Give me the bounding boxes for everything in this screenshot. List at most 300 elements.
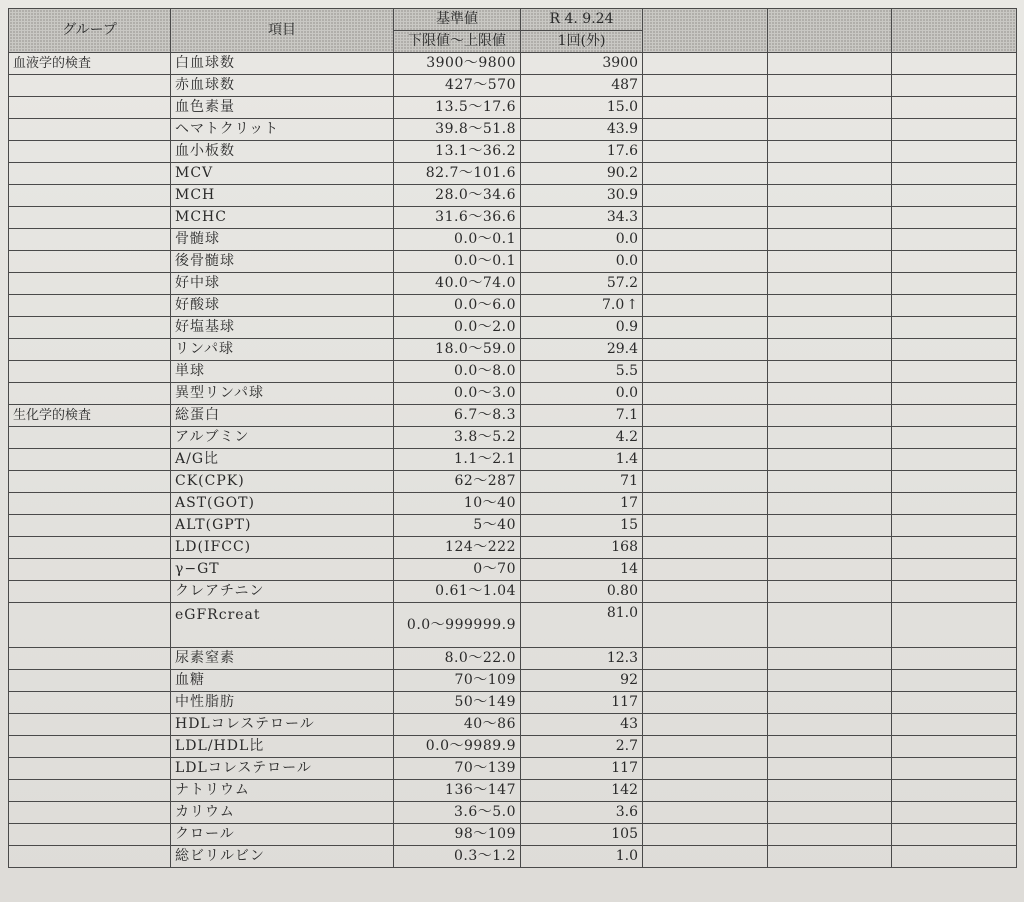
item-name-cell: MCH	[171, 185, 394, 207]
result-value-cell	[521, 163, 643, 185]
empty-cell	[643, 515, 768, 537]
table-row	[9, 846, 1017, 868]
empty-cell	[643, 758, 768, 780]
result-value: 7.0	[602, 297, 625, 313]
reference-range-cell: 1.1〜2.1	[394, 449, 521, 471]
reference-range-cell: 39.8〜51.8	[394, 119, 521, 141]
empty-cell	[892, 119, 1017, 141]
result-value: 29.4	[606, 341, 638, 357]
date-subheader: 1回(外)	[521, 31, 643, 53]
item-name-cell: MCV	[171, 163, 394, 185]
table-row	[9, 53, 1017, 75]
item-name-cell: 血糖	[171, 670, 394, 692]
result-value-cell	[521, 75, 643, 97]
empty-cell	[768, 802, 892, 824]
empty-cell	[643, 339, 768, 361]
empty-cell	[892, 339, 1017, 361]
empty-cell	[643, 97, 768, 119]
empty-cell	[768, 493, 892, 515]
result-value: 43.9	[606, 121, 638, 137]
empty-cell	[643, 427, 768, 449]
table-row	[9, 119, 1017, 141]
result-value-cell	[521, 603, 643, 648]
result-value: 90.2	[606, 165, 638, 181]
table-row	[9, 780, 1017, 802]
result-value: 43	[620, 716, 638, 732]
empty-cell	[768, 780, 892, 802]
result-value-cell	[521, 581, 643, 603]
item-name-cell: 異型リンパ球	[171, 383, 394, 405]
reference-range-cell: 0.0〜3.0	[394, 383, 521, 405]
result-value: 3.6	[615, 804, 638, 820]
item-name-cell: 赤血球数	[171, 75, 394, 97]
reference-range-cell: 50〜149	[394, 692, 521, 714]
empty-cell	[892, 229, 1017, 251]
empty-cell	[643, 780, 768, 802]
item-name-cell: LD(IFCC)	[171, 537, 394, 559]
result-value-cell	[521, 273, 643, 295]
item-name-cell: 単球	[171, 361, 394, 383]
group-cell	[9, 119, 171, 141]
reference-range-cell: 0.0〜0.1	[394, 229, 521, 251]
result-value-cell	[521, 449, 643, 471]
empty-cell	[892, 251, 1017, 273]
item-name-cell: 白血球数	[171, 53, 394, 75]
reference-range-cell: 98〜109	[394, 824, 521, 846]
group-cell	[9, 97, 171, 119]
result-value-cell	[521, 714, 643, 736]
result-value: 92	[620, 672, 638, 688]
group-cell	[9, 295, 171, 317]
item-name-cell: リンパ球	[171, 339, 394, 361]
empty-cell	[768, 295, 892, 317]
result-value-cell	[521, 317, 643, 339]
result-value: 3900	[602, 55, 638, 71]
result-value-cell	[521, 692, 643, 714]
result-value-cell	[521, 141, 643, 163]
empty-cell	[768, 53, 892, 75]
result-value-cell	[521, 229, 643, 251]
empty-cell	[892, 780, 1017, 802]
empty-cell	[892, 471, 1017, 493]
empty-cell	[768, 361, 892, 383]
group-cell	[9, 207, 171, 229]
table-row	[9, 736, 1017, 758]
empty-cell	[768, 427, 892, 449]
empty-cell	[643, 383, 768, 405]
reference-range-cell: 70〜109	[394, 670, 521, 692]
result-value-cell	[521, 53, 643, 75]
result-value-cell	[521, 537, 643, 559]
table-row	[9, 317, 1017, 339]
group-cell	[9, 493, 171, 515]
item-name-cell: 後骨髄球	[171, 251, 394, 273]
table-row	[9, 515, 1017, 537]
result-value: 1.4	[615, 451, 638, 467]
table-row	[9, 229, 1017, 251]
empty-cell	[768, 185, 892, 207]
reference-range-cell: 0.3〜1.2	[394, 846, 521, 868]
reference-range-cell: 136〜147	[394, 780, 521, 802]
reference-range-cell: 0.0〜999999.9	[394, 603, 521, 648]
reference-range-cell: 8.0〜22.0	[394, 648, 521, 670]
group-cell	[9, 559, 171, 581]
empty-cell	[892, 207, 1017, 229]
item-name-cell: CK(CPK)	[171, 471, 394, 493]
empty-cell	[643, 846, 768, 868]
result-value-cell	[521, 383, 643, 405]
empty-cell	[892, 141, 1017, 163]
empty-cell	[892, 493, 1017, 515]
empty-cell	[643, 714, 768, 736]
result-value: 4.2	[615, 429, 638, 445]
group-cell: 生化学的検査	[9, 405, 171, 427]
table-row	[9, 273, 1017, 295]
group-cell	[9, 75, 171, 97]
table-row	[9, 471, 1017, 493]
result-value-cell	[521, 207, 643, 229]
result-value: 71	[620, 473, 638, 489]
result-value: 15.0	[606, 99, 638, 115]
item-name-cell: γ−GT	[171, 559, 394, 581]
reference-range-cell: 18.0〜59.0	[394, 339, 521, 361]
item-name-cell: ヘマトクリット	[171, 119, 394, 141]
empty-cell	[643, 141, 768, 163]
group-cell	[9, 141, 171, 163]
result-value-cell	[521, 824, 643, 846]
table-row	[9, 493, 1017, 515]
empty-cell	[892, 97, 1017, 119]
result-value: 0.9	[615, 319, 638, 335]
reference-range-cell: 40〜86	[394, 714, 521, 736]
group-cell	[9, 714, 171, 736]
empty-cell	[892, 714, 1017, 736]
empty-cell	[643, 405, 768, 427]
reference-range-cell: 3.6〜5.0	[394, 802, 521, 824]
reference-range-cell: 62〜287	[394, 471, 521, 493]
table-row	[9, 449, 1017, 471]
item-name-cell: AST(GOT)	[171, 493, 394, 515]
empty-cell	[768, 141, 892, 163]
empty-cell	[768, 339, 892, 361]
table-row	[9, 339, 1017, 361]
result-value-cell	[521, 251, 643, 273]
empty-column-header-1	[643, 9, 768, 53]
result-value: 34.3	[606, 209, 638, 225]
item-name-cell: 好中球	[171, 273, 394, 295]
empty-cell	[768, 449, 892, 471]
result-value-cell	[521, 758, 643, 780]
result-value-cell	[521, 493, 643, 515]
empty-cell	[643, 670, 768, 692]
empty-cell	[643, 493, 768, 515]
reference-range-cell: 0.0〜9989.9	[394, 736, 521, 758]
group-cell	[9, 824, 171, 846]
empty-cell	[892, 758, 1017, 780]
item-name-cell: eGFRcreat	[171, 603, 394, 648]
reference-range-cell: 427〜570	[394, 75, 521, 97]
item-name-cell: ALT(GPT)	[171, 515, 394, 537]
group-cell: 血液学的検査	[9, 53, 171, 75]
table-row	[9, 802, 1017, 824]
group-cell	[9, 229, 171, 251]
group-cell	[9, 648, 171, 670]
empty-column-header-3	[892, 9, 1017, 53]
reference-range-cell: 13.1〜36.2	[394, 141, 521, 163]
empty-cell	[643, 559, 768, 581]
empty-cell	[643, 119, 768, 141]
empty-cell	[768, 207, 892, 229]
results-body	[9, 53, 1017, 868]
table-row	[9, 758, 1017, 780]
empty-cell	[768, 824, 892, 846]
group-cell	[9, 361, 171, 383]
empty-cell	[892, 361, 1017, 383]
result-value: 168	[611, 539, 638, 555]
table-row	[9, 559, 1017, 581]
empty-cell	[892, 75, 1017, 97]
empty-cell	[768, 692, 892, 714]
item-name-cell: 血小板数	[171, 141, 394, 163]
reference-range-cell: 13.5〜17.6	[394, 97, 521, 119]
item-name-cell: LDLコレステロール	[171, 758, 394, 780]
empty-column-header-2	[768, 9, 892, 53]
reference-range-cell: 0.0〜0.1	[394, 251, 521, 273]
empty-cell	[643, 581, 768, 603]
group-cell	[9, 427, 171, 449]
item-name-cell: カリウム	[171, 802, 394, 824]
result-value-cell	[521, 670, 643, 692]
result-value: 105	[611, 826, 638, 842]
result-value: 0.0	[615, 231, 638, 247]
empty-cell	[892, 185, 1017, 207]
empty-cell	[768, 383, 892, 405]
group-cell	[9, 339, 171, 361]
group-cell	[9, 163, 171, 185]
item-name-cell: 総ビリルビン	[171, 846, 394, 868]
empty-cell	[892, 449, 1017, 471]
group-cell	[9, 449, 171, 471]
empty-cell	[643, 295, 768, 317]
table-row	[9, 207, 1017, 229]
empty-cell	[768, 515, 892, 537]
result-value: 117	[611, 694, 638, 710]
group-cell	[9, 581, 171, 603]
empty-cell	[643, 471, 768, 493]
empty-cell	[892, 317, 1017, 339]
group-cell	[9, 846, 171, 868]
empty-cell	[643, 692, 768, 714]
reference-range-cell: 5〜40	[394, 515, 521, 537]
reference-range-cell: 0〜70	[394, 559, 521, 581]
empty-cell	[892, 53, 1017, 75]
empty-cell	[768, 581, 892, 603]
empty-cell	[892, 824, 1017, 846]
result-value: 0.0	[615, 253, 638, 269]
table-row	[9, 163, 1017, 185]
empty-cell	[643, 603, 768, 648]
empty-cell	[643, 53, 768, 75]
empty-cell	[768, 648, 892, 670]
group-cell	[9, 537, 171, 559]
table-row	[9, 141, 1017, 163]
item-name-cell: クレアチニン	[171, 581, 394, 603]
item-name-cell: 好酸球	[171, 295, 394, 317]
group-cell	[9, 317, 171, 339]
table-row	[9, 670, 1017, 692]
empty-cell	[892, 163, 1017, 185]
empty-cell	[892, 515, 1017, 537]
item-name-cell: 骨髄球	[171, 229, 394, 251]
header-row	[9, 9, 1017, 31]
empty-cell	[643, 361, 768, 383]
result-value: 117	[611, 760, 638, 776]
empty-cell	[892, 405, 1017, 427]
reference-range-cell: 124〜222	[394, 537, 521, 559]
empty-cell	[643, 207, 768, 229]
reference-range-cell: 0.0〜6.0	[394, 295, 521, 317]
reference-range-cell: 3900〜9800	[394, 53, 521, 75]
group-column-header: グループ	[9, 9, 171, 53]
empty-cell	[768, 714, 892, 736]
reference-range-cell: 40.0〜74.0	[394, 273, 521, 295]
empty-cell	[643, 648, 768, 670]
table-row	[9, 251, 1017, 273]
item-name-cell: 総蛋白	[171, 405, 394, 427]
empty-cell	[643, 273, 768, 295]
empty-cell	[768, 736, 892, 758]
result-value: 2.7	[615, 738, 638, 754]
reference-range-cell: 28.0〜34.6	[394, 185, 521, 207]
reference-range-cell: 0.61〜1.04	[394, 581, 521, 603]
reference-range-cell: 70〜139	[394, 758, 521, 780]
result-value-cell	[521, 427, 643, 449]
reference-range-cell: 0.0〜8.0	[394, 361, 521, 383]
group-cell	[9, 670, 171, 692]
item-name-cell: 尿素窒素	[171, 648, 394, 670]
empty-cell	[643, 449, 768, 471]
group-cell	[9, 471, 171, 493]
empty-cell	[768, 758, 892, 780]
empty-cell	[892, 295, 1017, 317]
table-row	[9, 361, 1017, 383]
reference-range-cell: 31.6〜36.6	[394, 207, 521, 229]
reference-range-cell: 10〜40	[394, 493, 521, 515]
item-name-cell: LDL/HDL比	[171, 736, 394, 758]
empty-cell	[643, 251, 768, 273]
result-value-cell	[521, 185, 643, 207]
group-cell	[9, 692, 171, 714]
group-cell	[9, 273, 171, 295]
empty-cell	[768, 229, 892, 251]
empty-cell	[892, 581, 1017, 603]
empty-cell	[643, 229, 768, 251]
item-column-header: 項目	[171, 9, 394, 53]
result-value-cell	[521, 405, 643, 427]
result-value: 487	[611, 77, 638, 93]
result-value: 12.3	[606, 650, 638, 666]
table-row	[9, 692, 1017, 714]
empty-cell	[768, 119, 892, 141]
empty-cell	[643, 824, 768, 846]
result-value-cell	[521, 780, 643, 802]
group-cell	[9, 758, 171, 780]
empty-cell	[892, 802, 1017, 824]
empty-cell	[768, 537, 892, 559]
empty-cell	[892, 273, 1017, 295]
result-value: 142	[611, 782, 638, 798]
table-row	[9, 648, 1017, 670]
group-cell	[9, 802, 171, 824]
date-column-header: R 4. 9.24	[521, 9, 643, 31]
table-row	[9, 824, 1017, 846]
reference-range-cell: 6.7〜8.3	[394, 405, 521, 427]
table-row	[9, 295, 1017, 317]
table-row	[9, 603, 1017, 648]
empty-cell	[643, 185, 768, 207]
result-value: 17.6	[606, 143, 638, 159]
result-value-cell	[521, 97, 643, 119]
empty-cell	[768, 559, 892, 581]
result-value: 1.0	[615, 848, 638, 864]
empty-cell	[768, 273, 892, 295]
table-row	[9, 427, 1017, 449]
empty-cell	[892, 383, 1017, 405]
empty-cell	[892, 559, 1017, 581]
result-value: 15	[620, 517, 638, 533]
table-row	[9, 97, 1017, 119]
result-value-cell	[521, 736, 643, 758]
result-value-cell	[521, 846, 643, 868]
result-value: 14	[620, 561, 638, 577]
high-flag-icon: ↑	[626, 297, 638, 313]
table-row	[9, 537, 1017, 559]
table-row	[9, 383, 1017, 405]
item-name-cell: A/G比	[171, 449, 394, 471]
result-value-cell	[521, 471, 643, 493]
result-value-cell	[521, 361, 643, 383]
item-name-cell: アルブミン	[171, 427, 394, 449]
group-cell	[9, 383, 171, 405]
table-row	[9, 185, 1017, 207]
result-value: 30.9	[606, 187, 638, 203]
group-cell	[9, 185, 171, 207]
empty-cell	[892, 648, 1017, 670]
result-value: 0.0	[615, 385, 638, 401]
table-row	[9, 581, 1017, 603]
result-value-cell	[521, 119, 643, 141]
empty-cell	[768, 251, 892, 273]
result-value: 7.1	[615, 407, 638, 423]
empty-cell	[892, 692, 1017, 714]
group-cell	[9, 251, 171, 273]
result-value-cell	[521, 802, 643, 824]
empty-cell	[768, 317, 892, 339]
result-value: 57.2	[606, 275, 638, 291]
reference-column-header: 基準値	[394, 9, 521, 31]
empty-cell	[768, 405, 892, 427]
result-value-cell	[521, 295, 643, 317]
item-name-cell: HDLコレステロール	[171, 714, 394, 736]
result-value: 17	[620, 495, 638, 511]
result-value: 0.80	[606, 583, 638, 599]
group-cell	[9, 780, 171, 802]
item-name-cell: 血色素量	[171, 97, 394, 119]
empty-cell	[643, 317, 768, 339]
empty-cell	[643, 537, 768, 559]
empty-cell	[768, 97, 892, 119]
lab-results-table	[8, 8, 1017, 868]
